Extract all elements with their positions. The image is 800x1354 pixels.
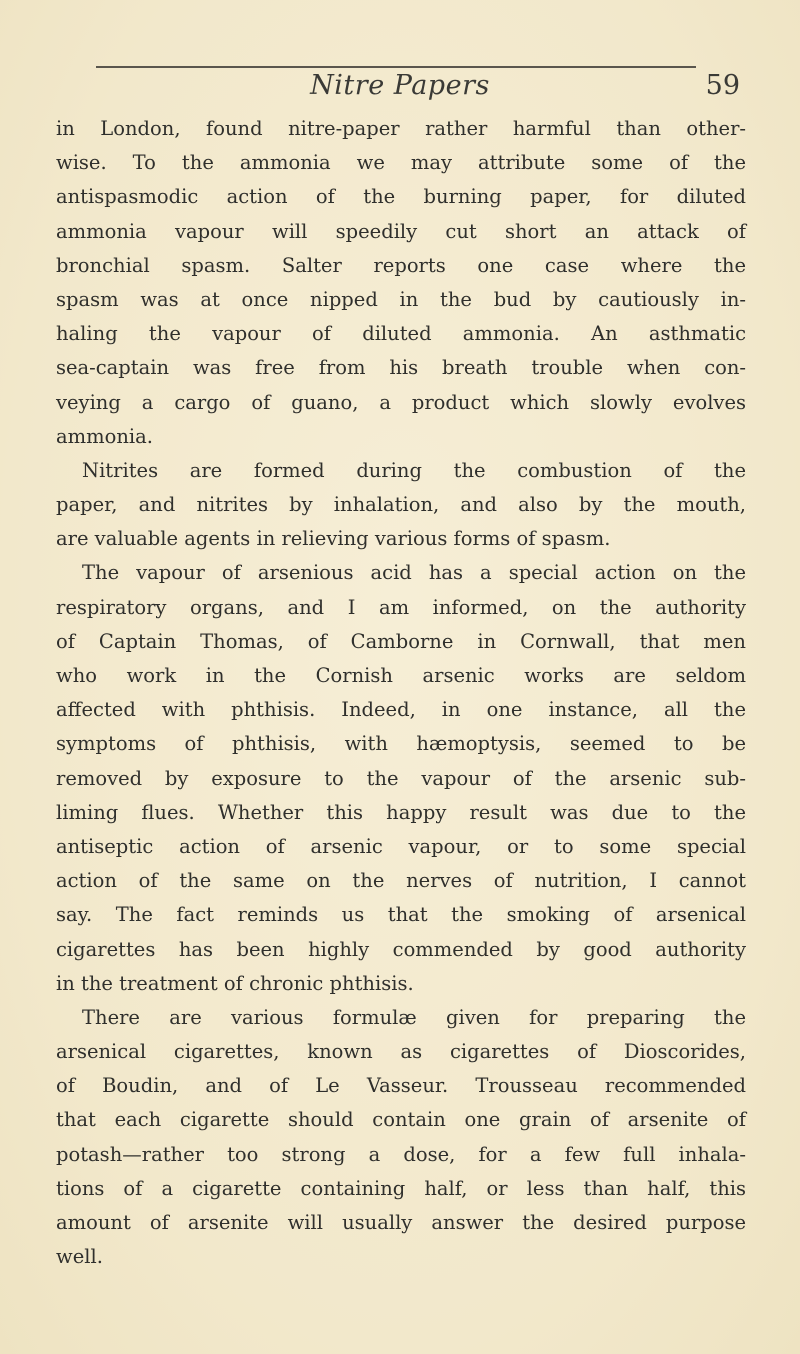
text-line: arsenical cigarettes, known as cigarettes of Dioscorides, xyxy=(56,1040,746,1064)
text-line: veying a cargo of guano, a product which slowly evolves xyxy=(56,390,746,414)
text-line: tions of a cigarette containing half, or less than half, this xyxy=(56,1176,746,1200)
text-line: ammonia vapour will speedily cut short an attack of xyxy=(56,219,746,243)
text-line: that each cigarette should contain one grain of arsenite of xyxy=(56,1108,746,1132)
text-line: There are various formulæ given for preparing the xyxy=(82,1005,746,1029)
text-line: who work in the Cornish arsenic works are seldom xyxy=(56,664,746,687)
text-line: The vapour of arsenious acid has a special action on the xyxy=(82,561,746,585)
text-line: respiratory organs, and I am informed, on the authority xyxy=(56,595,746,619)
running-head xyxy=(60,64,740,108)
running-title: Nitre Papers xyxy=(310,70,490,101)
text-line: cigarettes has been highly commended by good authority xyxy=(56,937,746,961)
text-line: potash—rather too strong a dose, for a few full inhala- xyxy=(56,1142,746,1166)
text-line: in London, found nitre-paper rather harmful than other- xyxy=(56,117,746,140)
text-line: ammonia. xyxy=(56,424,153,448)
text-line: Nitrites are formed during the combustion of the xyxy=(82,458,746,482)
text-line: antiseptic action of arsenic vapour, or to some special xyxy=(56,834,746,858)
text-line: symptoms of phthisis, with hæmoptysis, seemed to be xyxy=(56,732,746,756)
text-line: of Captain Thomas, of Camborne in Cornwall, that men xyxy=(56,629,746,653)
text-line: in the treatment of chronic phthisis. xyxy=(56,971,414,995)
text-line: are valuable agents in relieving various forms of spasm. xyxy=(56,527,611,551)
text-line: affected with phthisis. Indeed, in one instance, all the xyxy=(56,698,746,722)
text-line: amount of arsenite will usually answer the desired purpose xyxy=(56,1211,746,1234)
text-line: bronchial spasm. Salter reports one case where the xyxy=(56,253,746,277)
text-line: removed by exposure to the vapour of the arsenic sub- xyxy=(56,766,746,790)
page-number: 59 xyxy=(705,70,740,101)
text-line: paper, and nitrites by inhalation, and also by the mouth, xyxy=(56,493,746,517)
text-line: action of the same on the nerves of nutrition, I cannot xyxy=(56,869,746,893)
text-line: antispasmodic action of the burning paper, for diluted xyxy=(56,185,746,209)
text-line: well. xyxy=(56,1245,103,1269)
text-line: wise. To the ammonia we may attribute some of the xyxy=(56,151,746,175)
text-line: sea-captain was free from his breath trouble when con- xyxy=(56,356,746,380)
text-line: say. The fact reminds us that the smoking of arsenical xyxy=(56,903,746,927)
body-text xyxy=(56,112,746,1274)
text-line: of Boudin, and of Le Vasseur. Trousseau recommended xyxy=(56,1074,746,1098)
text-line: haling the vapour of diluted ammonia. An asthmatic xyxy=(56,322,746,346)
text-line: spasm was at once nipped in the bud by cautiously in- xyxy=(56,287,746,311)
text-line: liming flues. Whether this happy result was due to the xyxy=(56,800,746,824)
